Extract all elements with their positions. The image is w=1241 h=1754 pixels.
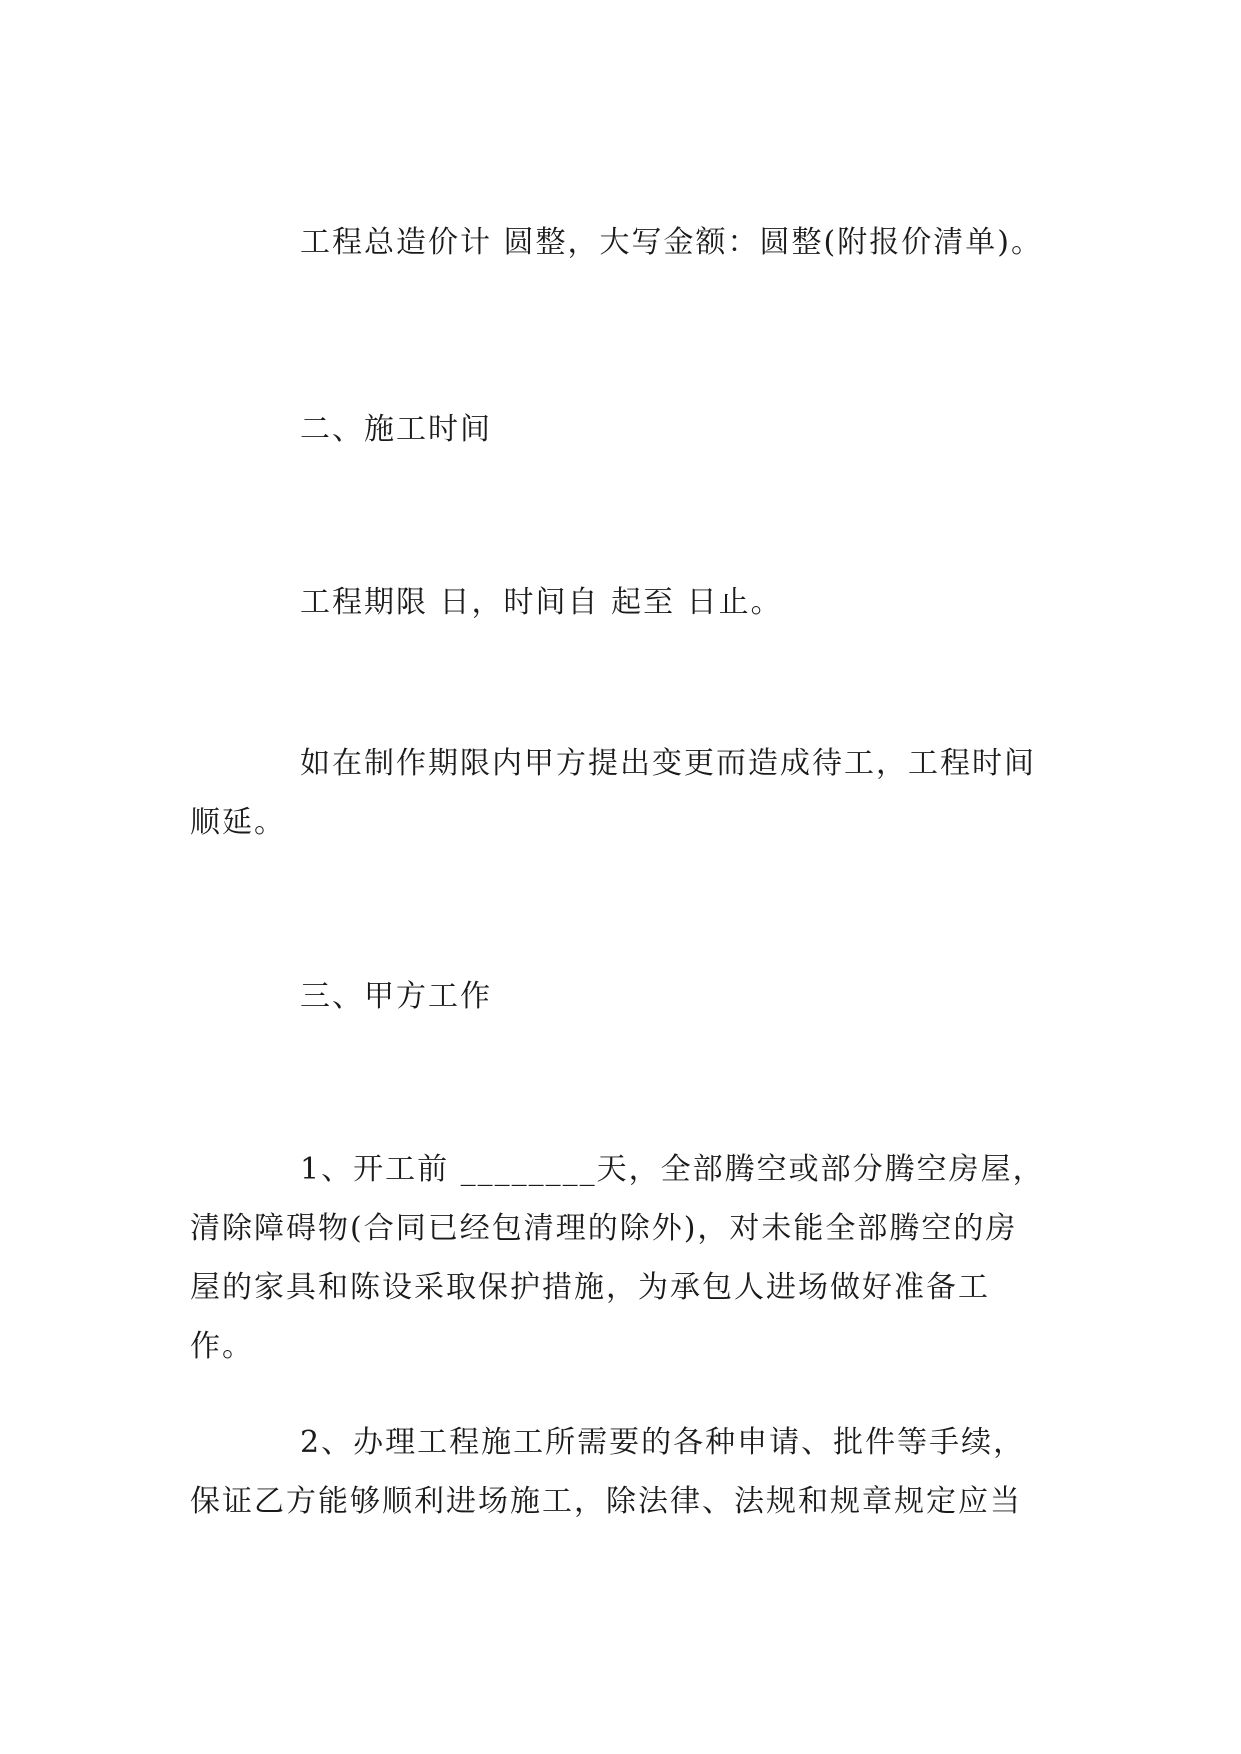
paragraph-total-cost: 工程总造价计 圆整，大写金额：圆整(附报价清单)。 [300, 225, 1043, 260]
heading-construction-time: 二、施工时间 [300, 412, 492, 447]
paragraph-duty-1: 1、开工前 ________天，全部腾空或部分腾空房屋，清除障碍物(合同已经包清理的除外)，对未能全部腾空的房屋的家具和陈设采取保护措施，为承包人进场做好准备工作。 [190, 1152, 1045, 1364]
paragraph-duty-2: 2、办理工程施工所需要的各种申请、批件等手续，保证乙方能够顺利进场施工，除法律、法规和规章规定应当 [190, 1425, 1026, 1519]
paragraph-duration: 工程期限 日，时间自 起至 日止。 [300, 585, 783, 620]
heading-party-a-duties: 三、甲方工作 [300, 979, 492, 1014]
paragraph-delay-clause: 如在制作期限内甲方提出变更而造成待工，工程时间顺延。 [190, 746, 1036, 840]
